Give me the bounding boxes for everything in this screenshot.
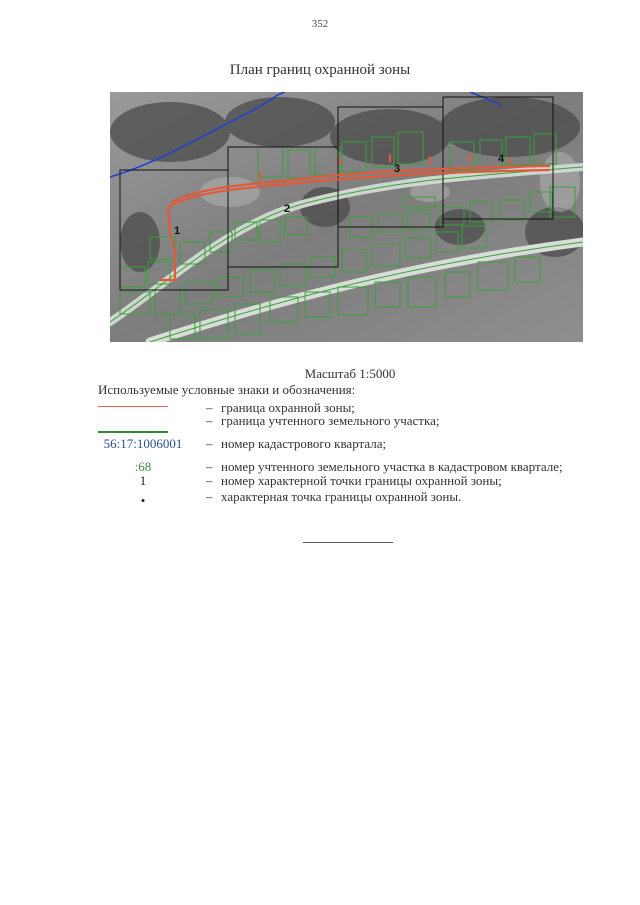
legend-dash: –: [206, 413, 213, 428]
legend-item-cadastral-quarter: [98, 436, 618, 450]
legend-text: номер учтенного земельного участка в кадастровом квартале;: [221, 459, 563, 474]
legend-heading: Используемые условные знаки и обозначения:: [98, 382, 356, 397]
legend-dash: –: [206, 489, 213, 504]
point-marker-symbol: •: [140, 493, 146, 508]
cadastral-quarter-symbol: 56:17:1006001: [103, 436, 183, 451]
plot-number-symbol: :68: [134, 459, 152, 474]
footer-divider: [303, 542, 393, 543]
legend-item-point-marker: [98, 489, 618, 508]
point-number-symbol: 1: [139, 473, 147, 488]
legend-text: граница учтенного земельного участка;: [221, 413, 440, 428]
map-scale: Масштаб 1:5000: [304, 366, 396, 381]
aerial-map: [110, 92, 583, 342]
legend-dash: –: [206, 473, 213, 488]
legend-item-land-plot: [98, 413, 618, 427]
legend-text: номер кадастрового квартала;: [221, 436, 387, 451]
page-number: 352: [311, 18, 329, 30]
legend-item-protection-zone: [98, 400, 618, 414]
legend-item-point-number: [98, 473, 618, 487]
legend-dash: –: [206, 436, 213, 451]
point-label-1: 1: [174, 225, 181, 237]
point-label-3: 3: [394, 163, 401, 175]
point-label-2: 2: [284, 203, 291, 215]
legend-text: характерная точка границы охранной зоны.: [221, 489, 462, 504]
legend-text: граница охранной зоны;: [221, 400, 355, 415]
legend-dash: –: [206, 400, 213, 415]
point-label-4: 4: [498, 153, 505, 165]
legend-text: номер характерной точки границы охранной зоны;: [221, 473, 502, 488]
legend-dash: –: [206, 459, 213, 474]
legend-item-plot-number: [98, 459, 618, 473]
page-title: План границ охранной зоны: [229, 62, 411, 78]
protection-zone-line-symbol: [98, 406, 168, 407]
land-plot-line-symbol: [98, 431, 168, 433]
